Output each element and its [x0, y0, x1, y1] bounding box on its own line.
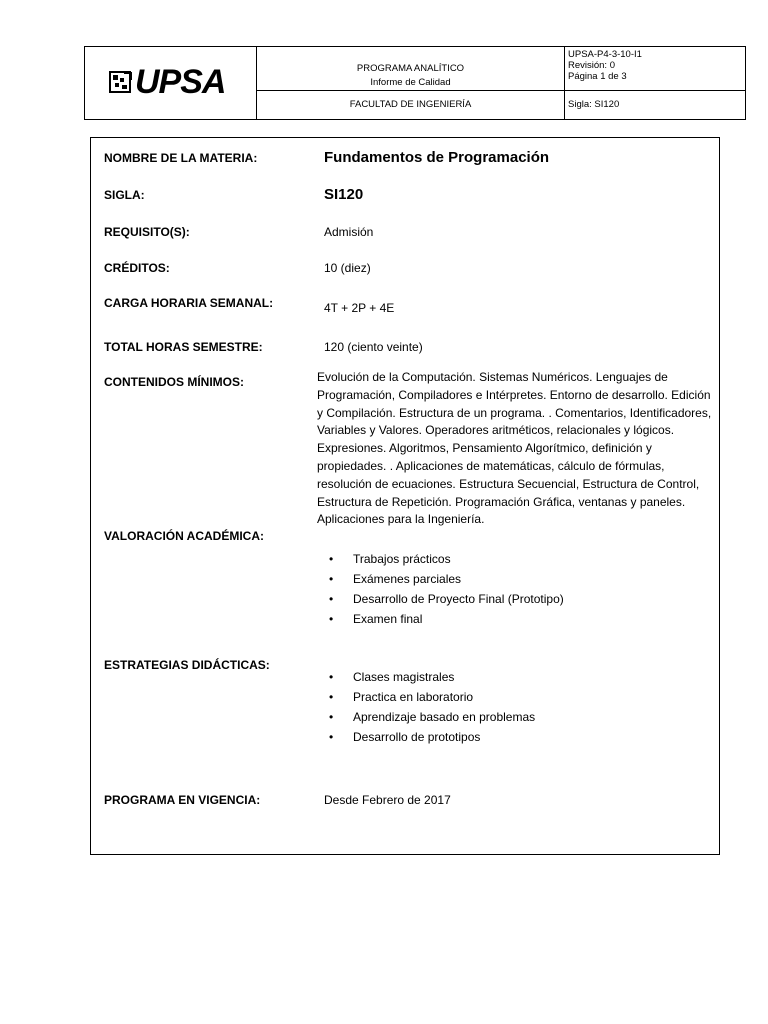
- contenidos-label: CONTENIDOS MÍNIMOS:: [104, 375, 244, 389]
- carga-value: 4T + 2P + 4E: [324, 301, 395, 315]
- vigencia-value: Desde Febrero de 2017: [324, 793, 451, 807]
- sigla-ref: Sigla: SI120: [568, 99, 620, 110]
- report-subtitle: Informe de Calidad: [370, 77, 451, 88]
- program-title: PROGRAMA ANALÍTICO: [356, 63, 465, 74]
- faculty-cell: [257, 91, 565, 119]
- list-item: • Clases magistrales: [317, 667, 535, 687]
- materia-value: Fundamentos de Programación: [324, 149, 550, 166]
- sigla-value: SI120: [324, 186, 364, 203]
- faculty-name: FACULTAD DE INGENIERÍA: [349, 99, 472, 110]
- list-item: • Desarrollo de Proyecto Final (Prototipo): [317, 589, 564, 609]
- document-header: [84, 46, 746, 120]
- valoracion-list: [317, 549, 564, 629]
- estrategias-list: [317, 667, 535, 747]
- total-horas-value: 120 (ciento veinte): [324, 340, 423, 354]
- materia-label: NOMBRE DE LA MATERIA:: [104, 151, 258, 165]
- total-horas-label: TOTAL HORAS SEMESTRE:: [104, 340, 263, 354]
- course-details-box: [90, 137, 720, 855]
- doc-code: UPSA-P4-3-10-I1: [568, 49, 642, 60]
- contenidos-value: Evolución de la Computación. Sistemas Numéricos. Lenguajes de Programación, Compiladores e Intérpretes. Entorno de desarrollo. Edición y Compilación. Estructura de un programa. . Comentarios, Identificadores, Variables y Valores. Operadores aritméticos, relacionales y lógicos. Expresiones. Algoritmos, Pensamiento Algorítmico, definición y propiedades. . Aplicaciones de matemáticas, cálculo de fórmulas, resolución de ecuaciones. Estructura Secuencial, Estructura de Control, Estructura de Repetición. Programación Gráfica, ventanas y paneles. Aplicaciones para la Ingeniería.: [317, 370, 712, 527]
- creditos-value: 10 (diez): [324, 261, 371, 275]
- sigla-label: SIGLA:: [104, 188, 145, 202]
- doc-info-cell: [565, 47, 745, 91]
- logo-wordmark: UPSA: [135, 63, 226, 101]
- creditos-label: CRÉDITOS:: [104, 261, 170, 275]
- requisito-label: REQUISITO(S):: [104, 225, 190, 239]
- valoracion-label: VALORACIÓN ACADÉMICA:: [104, 529, 264, 543]
- sigla-ref-cell: [565, 91, 745, 119]
- list-item: • Aprendizaje basado en problemas: [317, 707, 535, 727]
- list-item: • Exámenes parciales: [317, 569, 564, 589]
- program-title-cell: [257, 47, 565, 91]
- list-item: • Examen final: [317, 609, 564, 629]
- logo-cell: [85, 47, 257, 119]
- revision: Revisión: 0: [568, 60, 615, 71]
- list-item: • Trabajos prácticos: [317, 549, 564, 569]
- list-item: • Practica en laboratorio: [317, 687, 535, 707]
- vigencia-label: PROGRAMA EN VIGENCIA:: [104, 793, 261, 807]
- estrategias-label: ESTRATEGIAS DIDÁCTICAS:: [104, 658, 270, 672]
- list-item: • Desarrollo de prototipos: [317, 727, 535, 747]
- carga-label: CARGA HORARIA SEMANAL:: [104, 296, 274, 310]
- upsa-emblem-icon: [109, 70, 133, 94]
- page-number: Página 1 de 3: [568, 71, 627, 82]
- requisito-value: Admisión: [324, 225, 374, 239]
- upsa-logo: [109, 65, 225, 99]
